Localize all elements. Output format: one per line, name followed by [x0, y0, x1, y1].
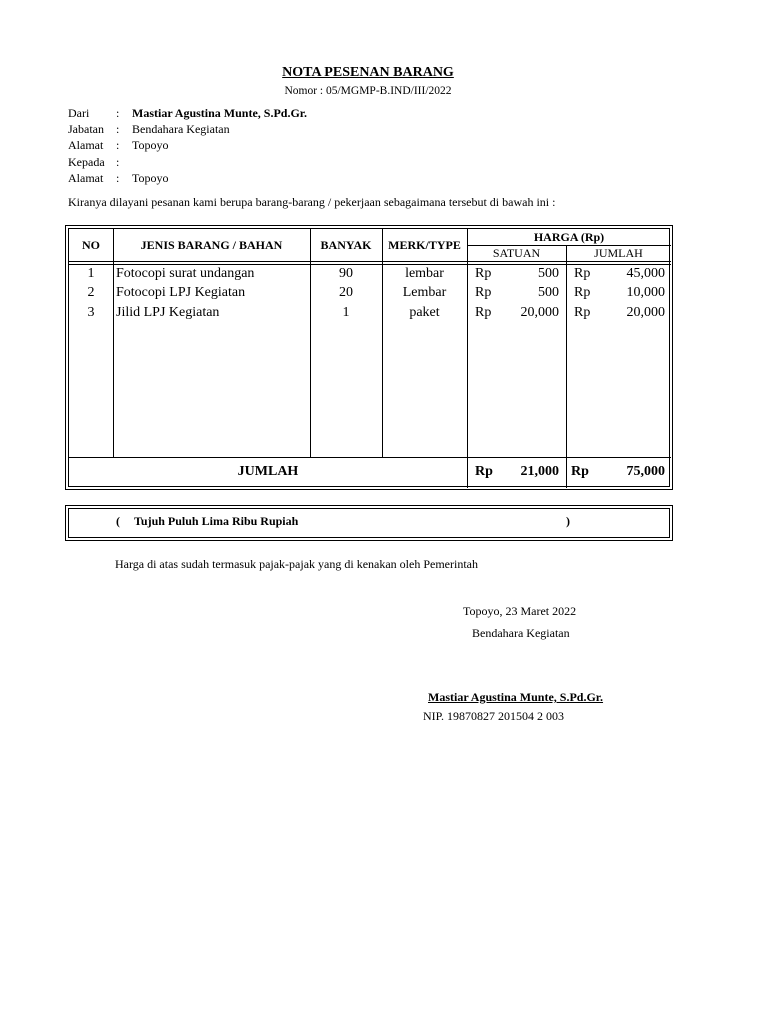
place-date: Topoyo, 23 Maret 2022 [463, 604, 577, 618]
document-title: NOTA PESENAN BARANG [282, 65, 454, 80]
row-price: 20,000 [520, 305, 559, 320]
info-row-dari [68, 105, 307, 121]
sender-info [68, 105, 307, 186]
info-colon: : [116, 138, 120, 153]
amount-in-words: Tujuh Puluh Lima Ribu Rupiah [134, 514, 299, 528]
row-unit: lembar [405, 266, 444, 281]
info-colon: : [116, 122, 120, 137]
header-harga: HARGA (Rp) [533, 230, 605, 244]
info-value: Topoyo [132, 170, 169, 185]
header-jumlah: JUMLAH [594, 246, 643, 260]
row-total: 20,000 [626, 305, 665, 320]
order-table [65, 225, 673, 490]
info-label: Alamat [68, 170, 104, 185]
row-price: 500 [538, 266, 559, 281]
info-colon: : [116, 154, 120, 169]
info-row-kepada [68, 154, 307, 170]
header-satuan: SATUAN [492, 246, 541, 260]
signer-role: Bendahara Kegiatan [472, 626, 570, 640]
row-item: Fotocopi surat undangan [116, 266, 255, 281]
row-divider [69, 261, 671, 262]
row-qty: 90 [339, 266, 353, 281]
row-currency: Rp [574, 305, 591, 320]
tax-note: Harga di atas sudah termasuk pajak-pajak yang di kenakan oleh Pemerintah [115, 557, 478, 571]
row-qty: 1 [342, 305, 350, 320]
info-row-jabatan [68, 121, 307, 137]
row-currency: Rp [574, 266, 591, 281]
row-unit: paket [409, 305, 440, 320]
sum-grand-total: 75,000 [626, 464, 665, 479]
row-no: 2 [87, 285, 95, 300]
row-no: 3 [87, 305, 95, 320]
header-no: NO [82, 238, 100, 252]
info-row-alamat-tujuan [68, 170, 307, 186]
sum-currency: Rp [475, 464, 493, 479]
row-item: Jilid LPJ Kegiatan [116, 305, 220, 320]
col-divider [467, 229, 468, 488]
info-colon: : [116, 106, 120, 120]
words-close-paren: ) [566, 514, 570, 528]
info-label: Kepada [68, 154, 105, 169]
sum-satuan-total: 21,000 [520, 464, 559, 479]
document-number: Nomor : 05/MGMP-B.IND/III/2022 [284, 85, 452, 97]
row-price: 500 [538, 285, 559, 300]
order-table-inner [68, 228, 670, 487]
info-row-alamat [68, 137, 307, 153]
info-colon: : [116, 170, 120, 185]
info-value: Topoyo [132, 138, 169, 153]
header-jenis: JENIS BARANG / BAHAN [140, 238, 283, 252]
info-label: Alamat [68, 138, 104, 153]
signer-name: Mastiar Agustina Munte, S.Pd.Gr. [428, 690, 604, 704]
row-currency: Rp [475, 266, 492, 281]
row-qty: 20 [339, 285, 353, 300]
amount-in-words-box [65, 505, 673, 541]
row-divider [69, 457, 671, 458]
header-merk: MERK/TYPE [388, 238, 461, 252]
row-currency: Rp [475, 305, 492, 320]
amount-in-words-inner [68, 508, 670, 538]
col-divider [566, 245, 567, 488]
signer-nip: NIP. 19870827 201504 2 003 [423, 709, 565, 723]
row-divider [69, 264, 671, 265]
row-no: 1 [87, 266, 95, 281]
info-label: Jabatan [68, 122, 104, 137]
intro-text: Kiranya dilayani pesanan kami berupa barang-barang / pekerjaan sebagaimana tersebut di bawah ini : [68, 195, 556, 209]
header-banyak: BANYAK [320, 238, 372, 252]
row-unit: Lembar [402, 285, 447, 300]
sum-currency: Rp [571, 464, 589, 479]
info-label: Dari [68, 106, 90, 120]
row-currency: Rp [574, 285, 591, 300]
row-total: 10,000 [626, 285, 665, 300]
info-value: Bendahara Kegiatan [132, 122, 230, 137]
words-open-paren: ( [116, 514, 120, 528]
info-value: Mastiar Agustina Munte, S.Pd.Gr. [132, 106, 308, 120]
row-currency: Rp [475, 285, 492, 300]
row-item: Fotocopi LPJ Kegiatan [116, 285, 246, 300]
row-total: 45,000 [626, 266, 665, 281]
sum-label: JUMLAH [237, 464, 299, 479]
